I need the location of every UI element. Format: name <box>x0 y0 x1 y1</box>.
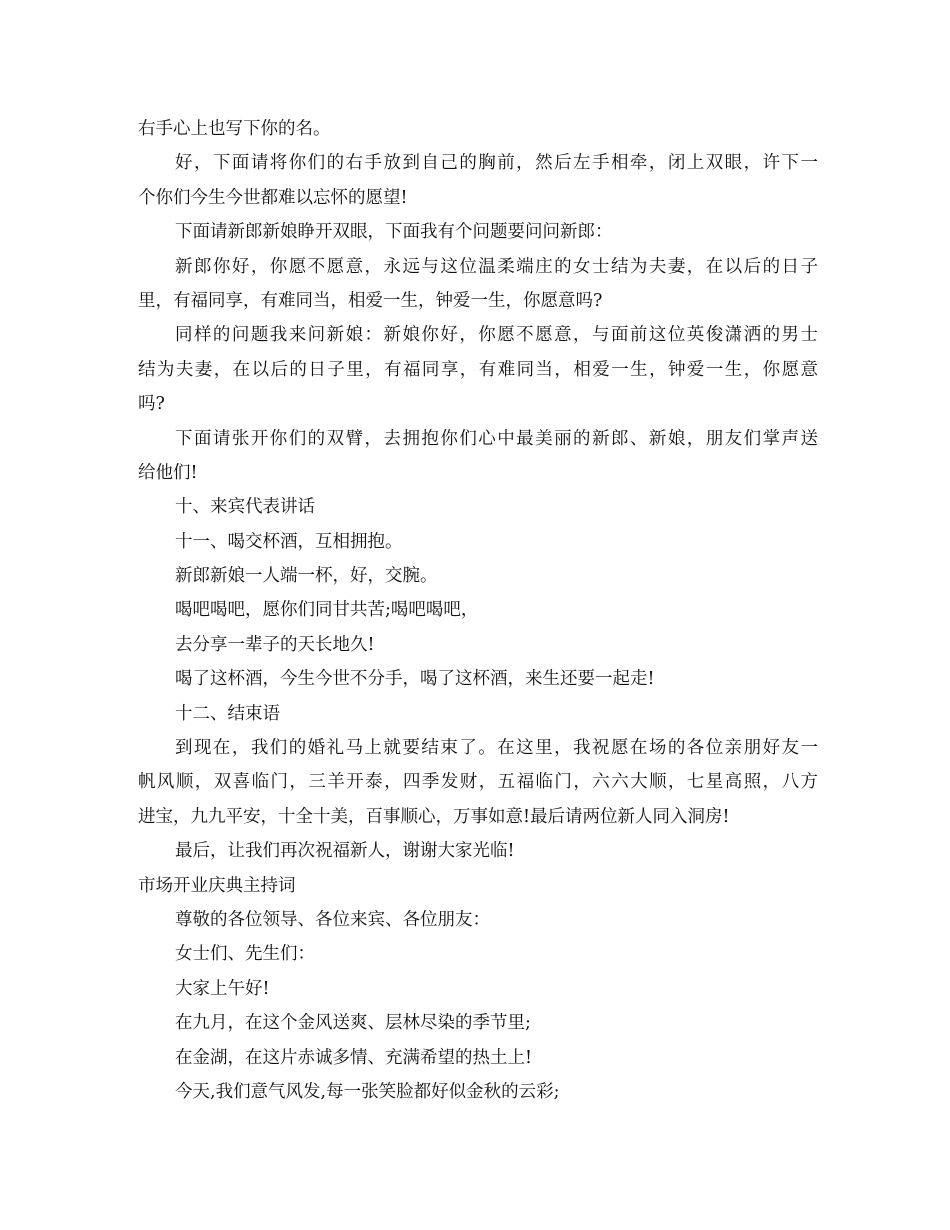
text-line: 给他们! <box>138 462 198 483</box>
text-line: 大家上午好! <box>175 978 270 999</box>
text-line: 在金湖，在这片赤诚多情、充满希望的热土上! <box>175 1047 533 1068</box>
text-line: 右手心上也写下你的名。 <box>138 119 331 139</box>
text-line: 尊敬的各位领导、各位来宾、各位朋友： <box>175 909 490 930</box>
text-line: 好，下面请将你们的右手放到自己的胸前，然后左手相牵，闭上双眼，许下一 <box>175 153 818 174</box>
text-line: 去分享一辈子的天长地久! <box>175 634 375 655</box>
text-line: 结为夫妻，在以后的日子里，有福同享，有难同当，相爱一生，钟爱一生，你愿意 <box>138 359 818 380</box>
text-line: 最后，让我们再次祝福新人，谢谢大家光临! <box>175 841 515 862</box>
text-line: 进宝，九九平安，十全十美，百事顺心，万事如意!最后请两位新人同入洞房! <box>138 806 730 827</box>
text-line: 吗? <box>138 394 165 415</box>
text-line: 市场开业庆典主持词 <box>138 875 296 896</box>
text-line: 帆风顺，双喜临门，三羊开泰，四季发财，五福临门，六六大顺，七星高照，八方 <box>138 772 818 793</box>
text-line: 同样的问题我来问新娘：新娘你好，你愿不愿意，与面前这位英俊潇洒的男士 <box>175 325 818 346</box>
text-line: 个你们今生今世都难以忘怀的愿望! <box>138 187 408 208</box>
text-line: 下面请新郎新娘睁开双眼，下面我有个问题要问问新郎： <box>175 222 613 243</box>
text-line: 十二、结束语 <box>175 703 280 724</box>
text-line: 十一、喝交杯酒，互相拥抱。 <box>175 531 403 552</box>
text-line: 喝吧喝吧，愿你们同甘共苦;喝吧喝吧， <box>175 600 479 621</box>
text-line: 新郎你好，你愿不愿意，永远与这位温柔端庄的女士结为夫妻，在以后的日子 <box>175 256 818 277</box>
text-line: 里，有福同享，有难同当，相爱一生，钟爱一生，你愿意吗? <box>138 290 603 311</box>
document-body <box>138 112 818 1109</box>
text-line: 喝了这杯酒，今生今世不分手，喝了这杯酒，来生还要一起走! <box>175 669 655 690</box>
text-line: 在九月，在这个金风送爽、层林尽染的季节里; <box>175 1013 531 1034</box>
text-line: 到现在，我们的婚礼马上就要结束了。在这里，我祝愿在场的各位亲朋好友一 <box>175 738 818 759</box>
text-line: 新郎新娘一人端一杯，好，交腕。 <box>175 566 438 587</box>
text-line: 女士们、先生们： <box>175 944 315 965</box>
text-line: 十、来宾代表讲话 <box>175 497 315 518</box>
text-line: 今天,我们意气风发,每一张笑脸都好似金秋的云彩; <box>175 1081 560 1102</box>
text-line: 下面请张开你们的双臂，去拥抱你们心中最美丽的新郎、新娘，朋友们掌声送 <box>175 428 818 449</box>
